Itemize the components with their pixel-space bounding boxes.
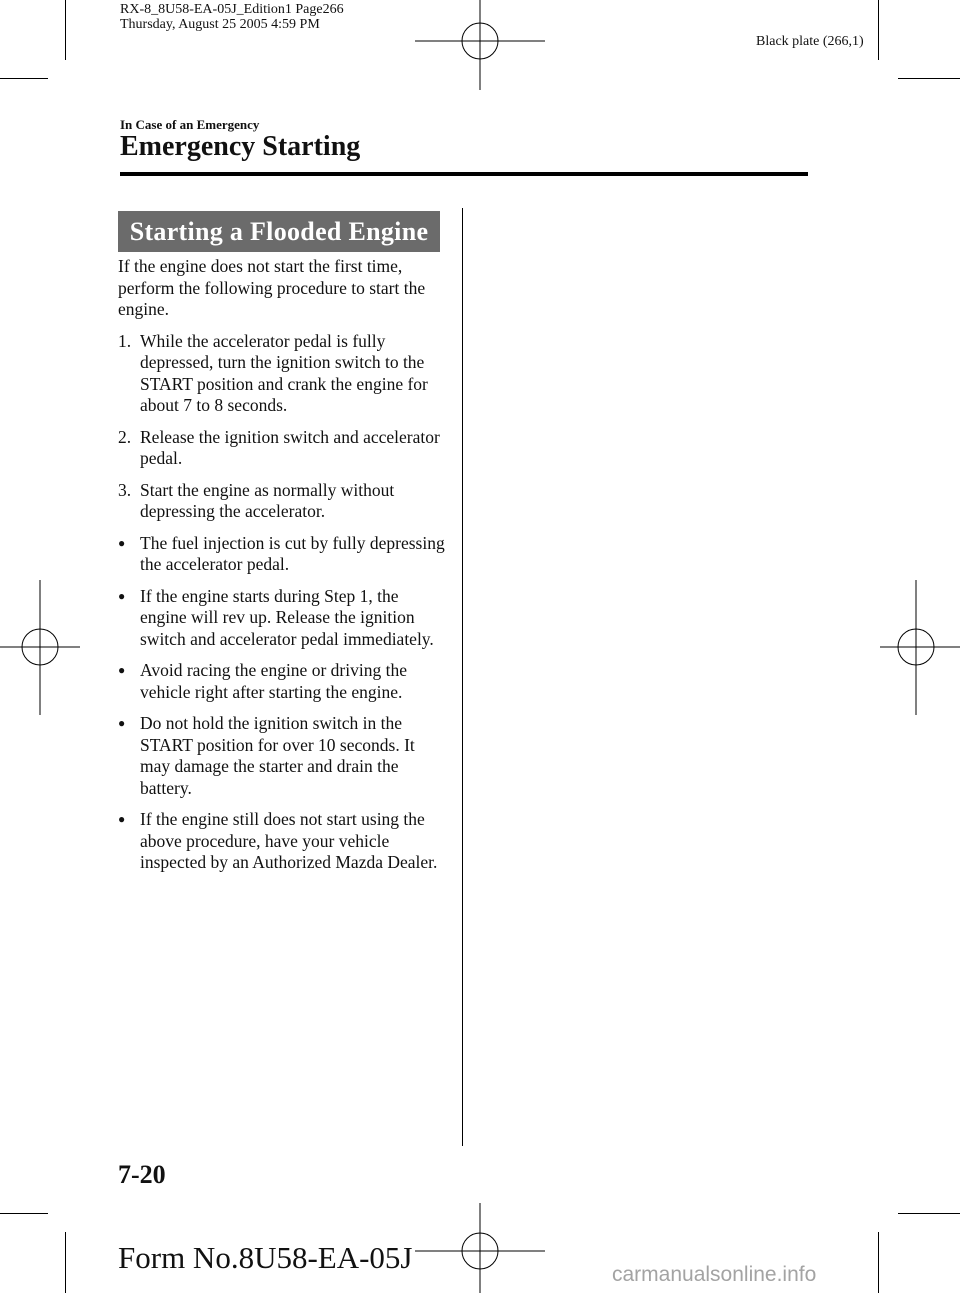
bullet-icon: ●	[118, 663, 126, 677]
crop-mark	[878, 1232, 879, 1293]
watermark: carmanualsonline.info	[612, 1263, 817, 1286]
crop-mark	[898, 78, 960, 79]
title-rule	[120, 172, 808, 176]
print-info-line1: RX-8_8U58-EA-05J_Edition1 Page266	[120, 2, 344, 17]
note-item	[118, 533, 448, 576]
note-item	[118, 660, 448, 703]
column-divider	[462, 208, 463, 1146]
chapter-title: Emergency Starting	[120, 131, 361, 162]
crop-mark	[0, 78, 48, 79]
plate-label: Black plate (266,1)	[756, 34, 864, 49]
registration-mark-left	[0, 580, 80, 715]
page-number: 7-20	[118, 1160, 166, 1189]
form-number: Form No.8U58-EA-05J	[118, 1240, 413, 1275]
body-content	[118, 256, 448, 884]
bullet-icon: ●	[118, 535, 126, 550]
note-text: The fuel injection is cut by fully depressing the accelerator pedal.	[140, 532, 445, 574]
step-text: While the accelerator pedal is fully depressed, turn the ignition switch to the START position and crank the engine for about 7 to 8 seconds.	[140, 330, 428, 415]
step-item	[118, 427, 448, 470]
section-label: In Case of an Emergency	[120, 117, 260, 132]
bullet-icon: ●	[118, 716, 126, 730]
bullet-icon: ●	[118, 812, 126, 826]
crop-mark	[878, 0, 879, 60]
note-text: If the engine still does not start using the above procedure, have your vehicle inspected by an Authorized Mazda Dealer.	[140, 809, 438, 872]
print-info	[120, 2, 344, 32]
registration-mark-top	[415, 0, 545, 90]
note-text: Avoid racing the engine or driving the vehicle right after starting the engine.	[140, 660, 407, 702]
crop-mark	[65, 1232, 66, 1293]
step-text: Start the engine as normally without depressing the accelerator.	[140, 479, 395, 521]
step-item	[118, 480, 448, 523]
note-text: Do not hold the ignition switch in the START position for over 10 seconds. It may damage the starter and drain the battery.	[140, 713, 415, 798]
bullet-icon: ●	[118, 588, 126, 603]
intro-paragraph: If the engine does not start the first time, perform the following procedure to start the engine.	[118, 256, 426, 319]
note-text: If the engine starts during Step 1, the engine will rev up. Release the ignition switch and accelerator pedal immediately.	[140, 585, 434, 649]
print-info-line2: Thursday, August 25 2005 4:59 PM	[120, 17, 320, 32]
registration-mark-bottom	[415, 1203, 545, 1293]
step-number: 2.	[118, 426, 132, 447]
note-item	[118, 713, 448, 799]
crop-mark	[65, 0, 66, 60]
section-heading: Starting a Flooded Engine	[118, 211, 440, 252]
step-text: Release the ignition switch and accelerator pedal.	[140, 426, 440, 468]
step-number: 3.	[118, 479, 132, 500]
crop-mark	[0, 1213, 48, 1214]
crop-mark	[898, 1213, 960, 1214]
step-item	[118, 331, 448, 417]
step-number: 1.	[118, 330, 132, 351]
note-item	[118, 586, 448, 651]
note-item	[118, 809, 448, 874]
registration-mark-right	[880, 580, 960, 715]
